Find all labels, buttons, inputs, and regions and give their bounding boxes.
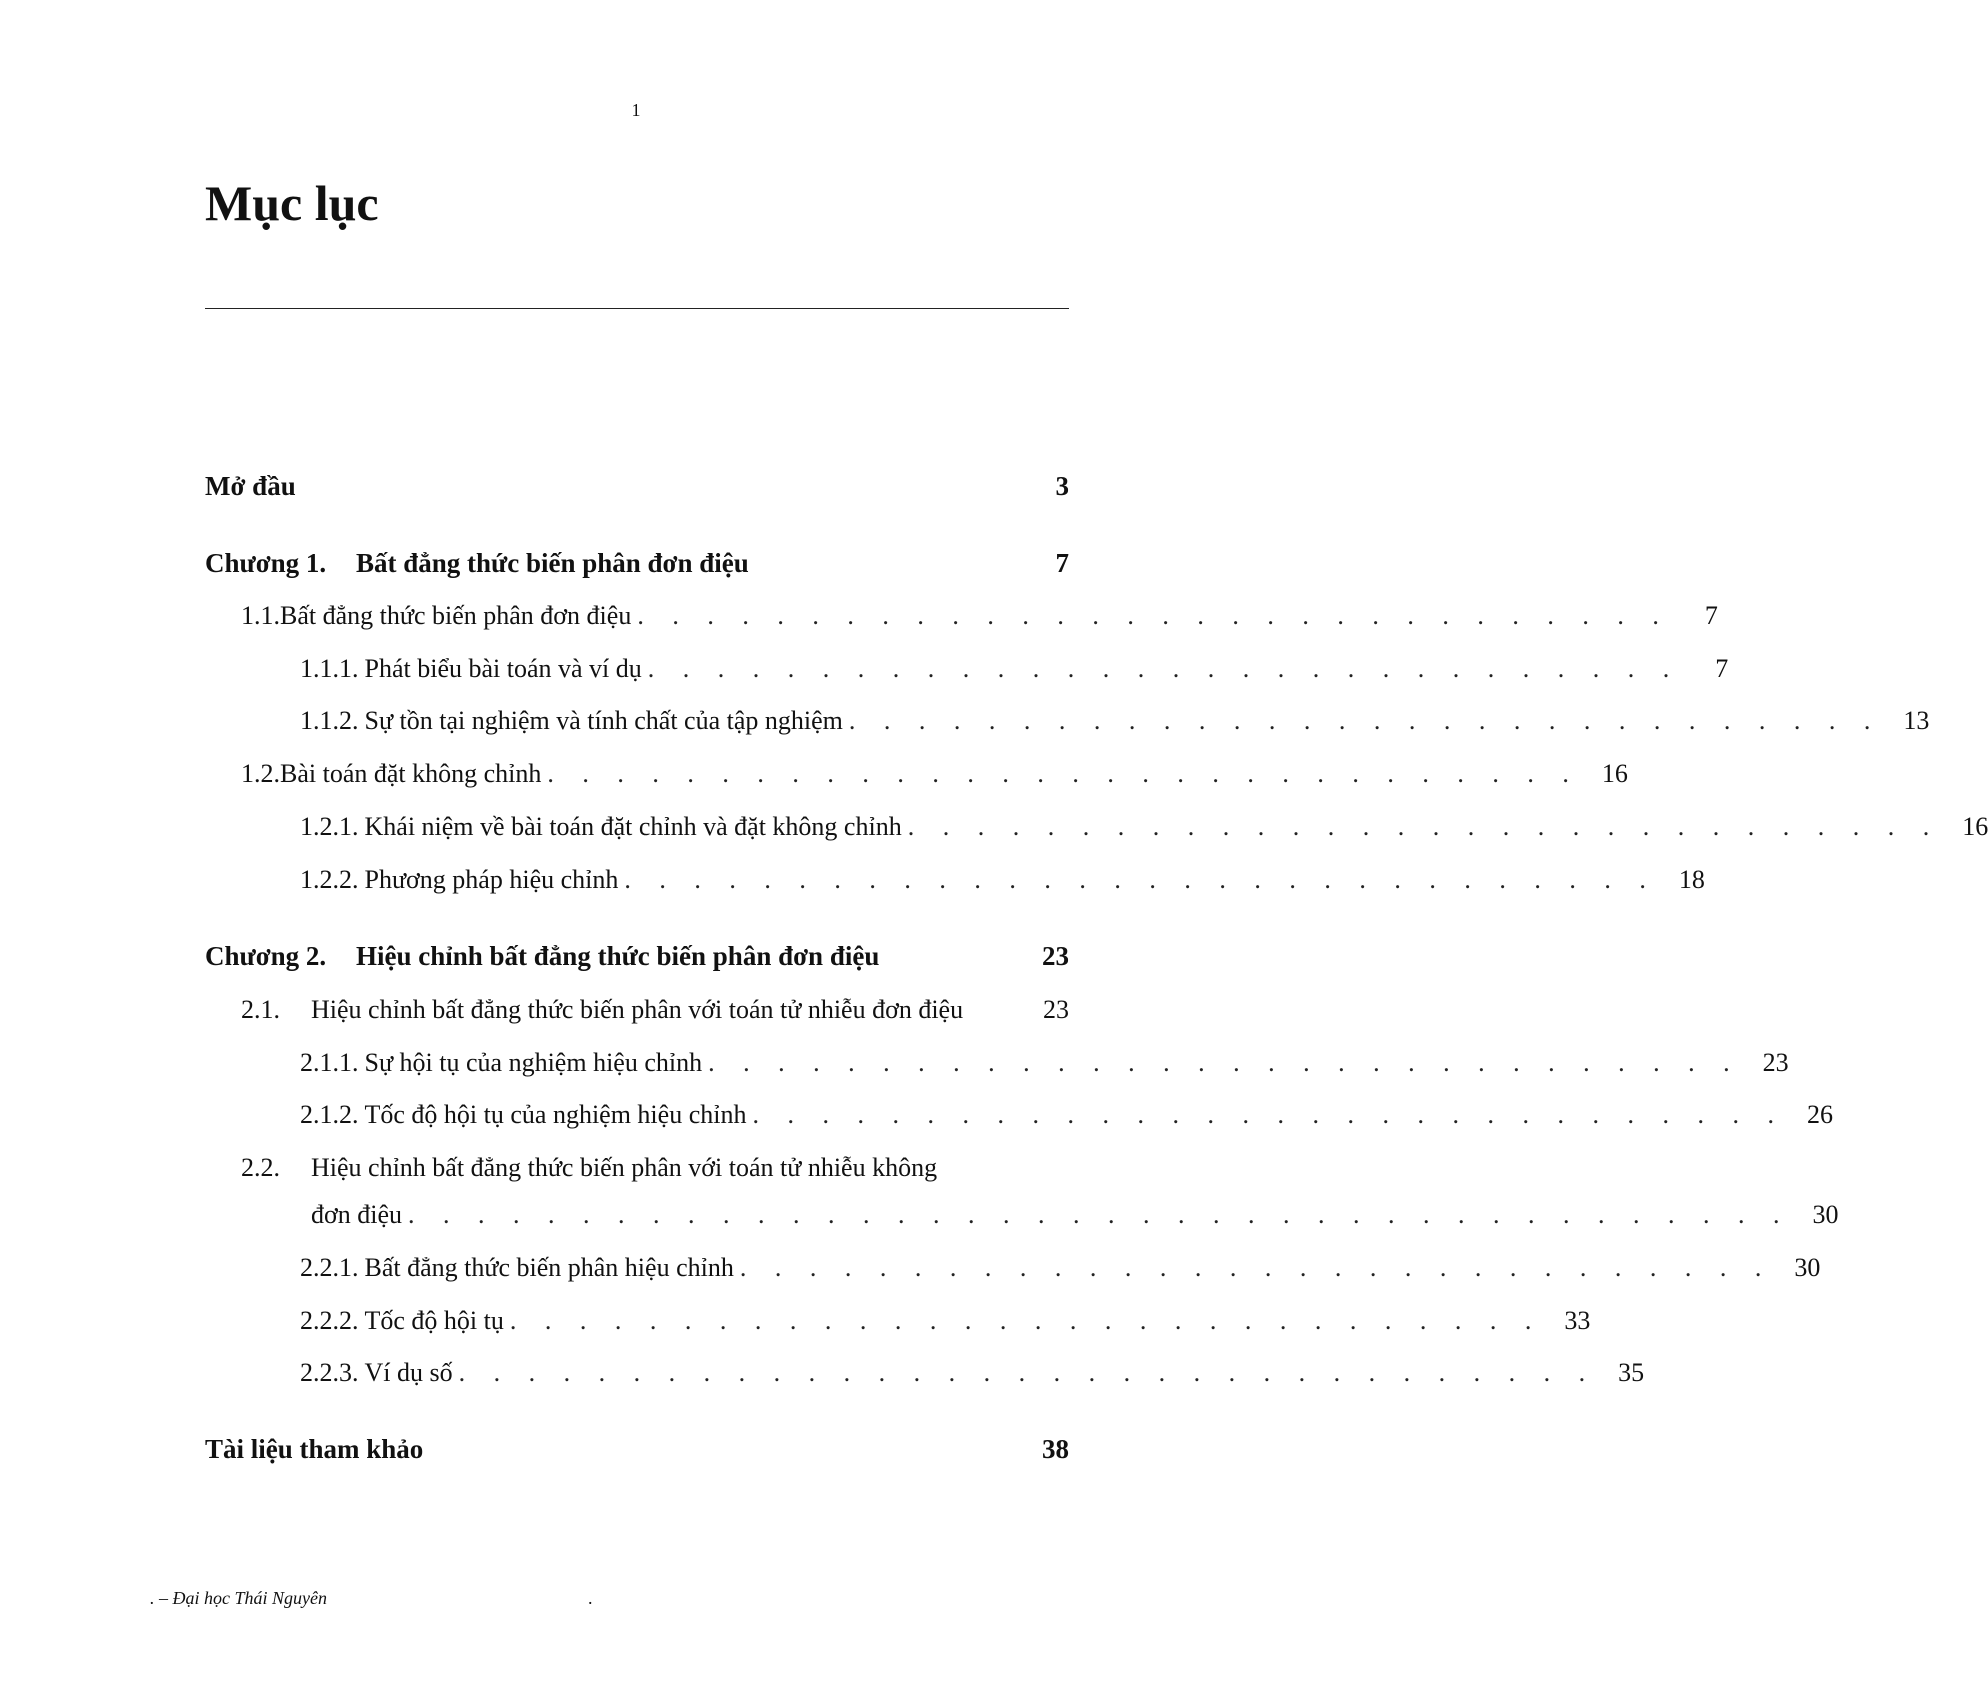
toc-entry[interactable]	[205, 653, 1729, 685]
toc-entry-label: Tài liệu tham khảo	[205, 1434, 424, 1464]
toc-entry[interactable]	[205, 547, 1069, 579]
toc-entry-page: 16	[1601, 759, 1628, 788]
toc-entry-label: Tốc độ hội tụ	[364, 1306, 504, 1335]
toc-entry-page: 13	[1903, 706, 1930, 735]
toc-entry-page: 18	[1678, 865, 1705, 894]
toc-entry-page: 7	[1704, 601, 1718, 630]
toc-entry-number: 2.2.1.	[300, 1253, 359, 1282]
toc-entry-number: 1.1.1.	[300, 654, 359, 683]
toc-entry-page: 23	[1043, 995, 1069, 1024]
toc-entry-label: Bài toán đặt không chỉnh	[280, 759, 542, 788]
toc-entry-label: Hiệu chỉnh bất đẳng thức biến phân đơn điệu	[356, 941, 880, 971]
toc-entry[interactable]	[205, 705, 1930, 737]
toc-entry-label: Hiệu chỉnh bất đẳng thức biến phân với toán tử nhiễu không	[311, 1153, 938, 1182]
toc-entry-label: Bất đẳng thức biến phân đơn điệu	[356, 548, 749, 578]
toc-dot-leader: . . . . . . . . . . . . . . . . . . . . . . . . . . . . . .	[624, 865, 1657, 894]
toc-entry[interactable]	[205, 1047, 1789, 1079]
toc-entry-page: 38	[1042, 1434, 1069, 1464]
toc-entry-page: 35	[1618, 1358, 1645, 1387]
toc-entry-label: Phương pháp hiệu chỉnh	[364, 865, 619, 894]
footer-institution: . – Đại học Thái Nguyên	[150, 1588, 327, 1608]
toc-entry-continuation[interactable]	[205, 1199, 1839, 1231]
toc-dot-leader: . . . . . . . . . . . . . . . . . . . . . . . . . . . . . .	[637, 601, 1670, 630]
page-title: Mục lục	[205, 175, 379, 231]
toc-entry-number: 2.2.3.	[300, 1358, 359, 1387]
toc-entry-label: Sự tồn tại nghiệm và tính chất của tập nghiệm	[364, 706, 843, 735]
toc-dot-leader: . . . . . . . . . . . . . . . . . . . . . . . . . . . . . . . . . . . . . . . .	[408, 1200, 1791, 1229]
toc-entry-number: 1.2.2.	[300, 865, 359, 894]
toc-entry-page: 30	[1794, 1253, 1821, 1282]
toc-entry-page: 7	[1715, 654, 1729, 683]
toc-entry[interactable]	[205, 1433, 1069, 1465]
toc-entry[interactable]	[205, 1357, 1645, 1389]
toc-entry-label: Tốc độ hội tụ của nghiệm hiệu chỉnh	[364, 1100, 747, 1129]
toc-entry[interactable]	[205, 1152, 1069, 1184]
toc-entry-page: 23	[1762, 1048, 1789, 1077]
toc-entry-number: 1.1.	[241, 601, 280, 630]
toc-entry-page: 30	[1812, 1200, 1839, 1229]
toc-entry-label: Sự hội tụ của nghiệm hiệu chỉnh	[364, 1048, 703, 1077]
toc-entry-number: Chương 1.	[205, 548, 327, 578]
toc-entry-label: Hiệu chỉnh bất đẳng thức biến phân với toán tử nhiễu đơn điệu	[311, 995, 964, 1024]
toc-entry-label: Phát biểu bài toán và ví dụ	[364, 654, 642, 683]
toc-entry[interactable]	[205, 940, 1069, 972]
toc-entry-label: Ví dụ số	[364, 1358, 453, 1387]
toc-entry[interactable]	[205, 1305, 1591, 1337]
toc-entry[interactable]	[205, 1252, 1821, 1284]
toc-entry[interactable]	[205, 758, 1628, 790]
toc-entry[interactable]	[205, 600, 1718, 632]
toc-dot-leader: . . . . . . . . . . . . . . . . . . . . . . . . . . . . . .	[647, 654, 1681, 683]
toc-entry-page: 7	[1055, 548, 1069, 578]
toc-entry[interactable]	[205, 994, 1069, 1026]
toc-entry-page: 33	[1564, 1306, 1591, 1335]
toc-entry-number: 1.1.2.	[300, 706, 359, 735]
toc-entry-page: 3	[1055, 471, 1069, 501]
toc-entry-number: 2.2.	[241, 1153, 280, 1182]
toc-entry[interactable]	[205, 470, 1069, 502]
toc-entry-label: đơn điệu	[311, 1200, 403, 1229]
toc-dot-leader: . . . . . . . . . . . . . . . . . . . . . . . . . . . . . .	[547, 759, 1580, 788]
toc-entry-number: 1.2.	[241, 759, 280, 788]
toc-dot-leader: . . . . . . . . . . . . . . . . . . . . . . . . . . . . . .	[739, 1253, 1773, 1282]
toc-entry-number: 2.1.1.	[300, 1048, 359, 1077]
toc-entry[interactable]	[205, 1099, 1833, 1131]
toc-entry-number: 1.2.1.	[300, 812, 359, 841]
toc-entry-label: Mở đầu	[205, 471, 296, 501]
toc-entry-page: 23	[1042, 941, 1069, 971]
toc-entry-number: 2.1.2.	[300, 1100, 359, 1129]
toc-entry[interactable]	[205, 864, 1705, 896]
toc-entry-page: 16	[1962, 812, 1988, 841]
toc-dot-leader: . . . . . . . . . . . . . . . . . . . . . . . . . . . . . .	[848, 706, 1882, 735]
toc-entry-number: Chương 2.	[205, 941, 327, 971]
footer-mark: .	[588, 1588, 593, 1608]
toc-dot-leader: . . . . . . . . . . . . . . . . . . . . . . . . . . . . . .	[907, 812, 1941, 841]
toc-dot-leader: . . . . . . . . . . . . . . . . . . . . . . . . . . . . . . . . .	[458, 1358, 1597, 1387]
toc-entry-label: Khái niệm về bài toán đặt chỉnh và đặt không chỉnh	[364, 812, 902, 841]
toc-dot-leader: . . . . . . . . . . . . . . . . . . . . . . . . . . . . . .	[509, 1306, 1543, 1335]
toc-entry-label: Bất đẳng thức biến phân hiệu chỉnh	[364, 1253, 734, 1282]
toc-dot-leader: . . . . . . . . . . . . . . . . . . . . . . . . . . . . . .	[708, 1048, 1741, 1077]
toc-entry[interactable]	[205, 811, 1988, 843]
toc-entry-number: 2.1.	[241, 995, 280, 1024]
toc-entry-page: 26	[1806, 1100, 1833, 1129]
toc-entry-number: 2.2.2.	[300, 1306, 359, 1335]
toc-dot-leader: . . . . . . . . . . . . . . . . . . . . . . . . . . . . . .	[752, 1100, 1785, 1129]
title-divider	[205, 308, 1069, 309]
toc-entry-label: Bất đẳng thức biến phân đơn điệu	[280, 601, 632, 630]
page-number: 1	[631, 100, 641, 120]
